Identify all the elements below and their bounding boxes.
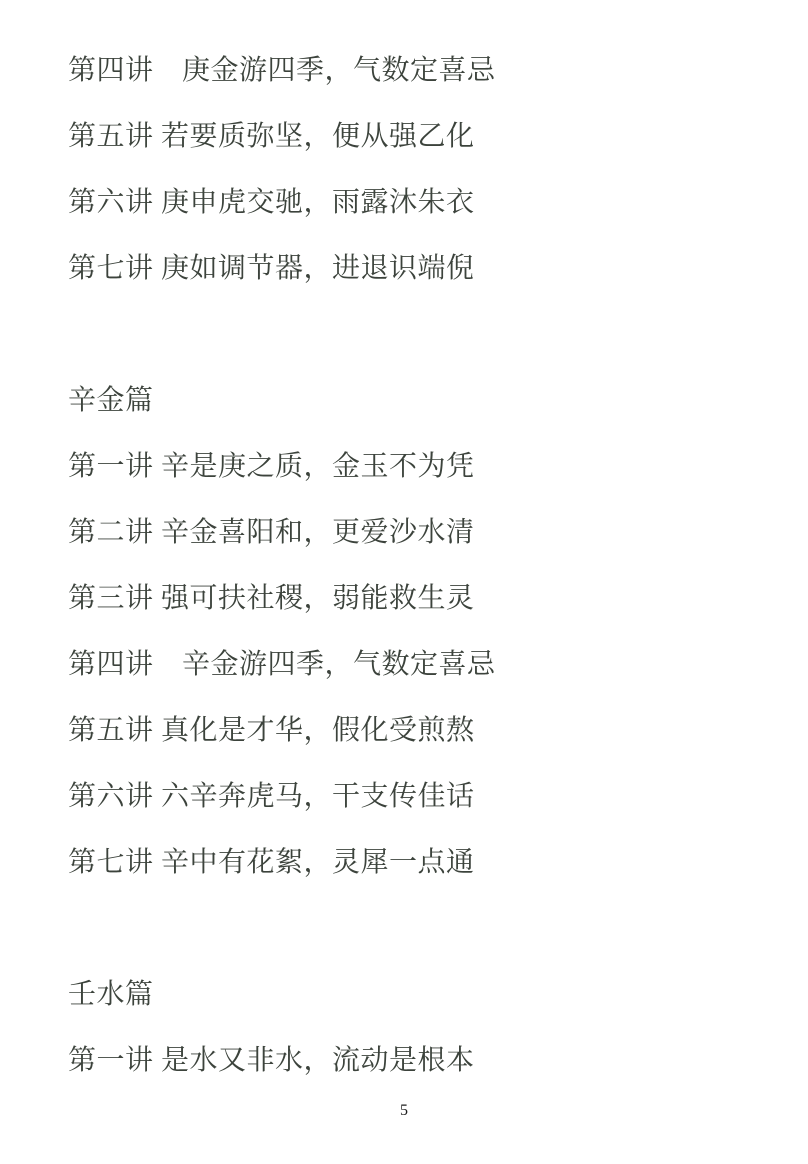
toc-entry: 第一讲 是水又非水，流动是根本 — [68, 1045, 475, 1076]
section-header-xinjin: 辛金篇 — [68, 385, 154, 416]
toc-entry: 第二讲 辛金喜阳和，更爱沙水清 — [68, 517, 475, 548]
toc-entry: 第五讲 真化是才华，假化受煎熬 — [68, 715, 475, 746]
section-header-renshui: 壬水篇 — [68, 979, 154, 1010]
section-gap — [68, 319, 788, 385]
toc-entry: 第七讲 辛中有花絮，灵犀一点通 — [68, 847, 475, 878]
toc-entry: 第五讲 若要质弥坚，便从强乙化 — [68, 121, 475, 152]
toc-content — [68, 55, 788, 1111]
toc-entry: 第六讲 六辛奔虎马，干支传佳话 — [68, 781, 475, 812]
toc-entry: 第四讲 辛金游四季，气数定喜忌 — [68, 649, 496, 680]
toc-entry: 第一讲 辛是庚之质，金玉不为凭 — [68, 451, 475, 482]
toc-entry: 第三讲 强可扶社稷，弱能救生灵 — [68, 583, 475, 614]
page-number: 5 — [400, 1102, 408, 1119]
toc-entry: 第七讲 庚如调节器，进退识端倪 — [68, 253, 475, 284]
section-gap — [68, 913, 788, 979]
toc-entry: 第四讲 庚金游四季，气数定喜忌 — [68, 55, 496, 86]
toc-entry: 第六讲 庚申虎交驰，雨露沐朱衣 — [68, 187, 475, 218]
